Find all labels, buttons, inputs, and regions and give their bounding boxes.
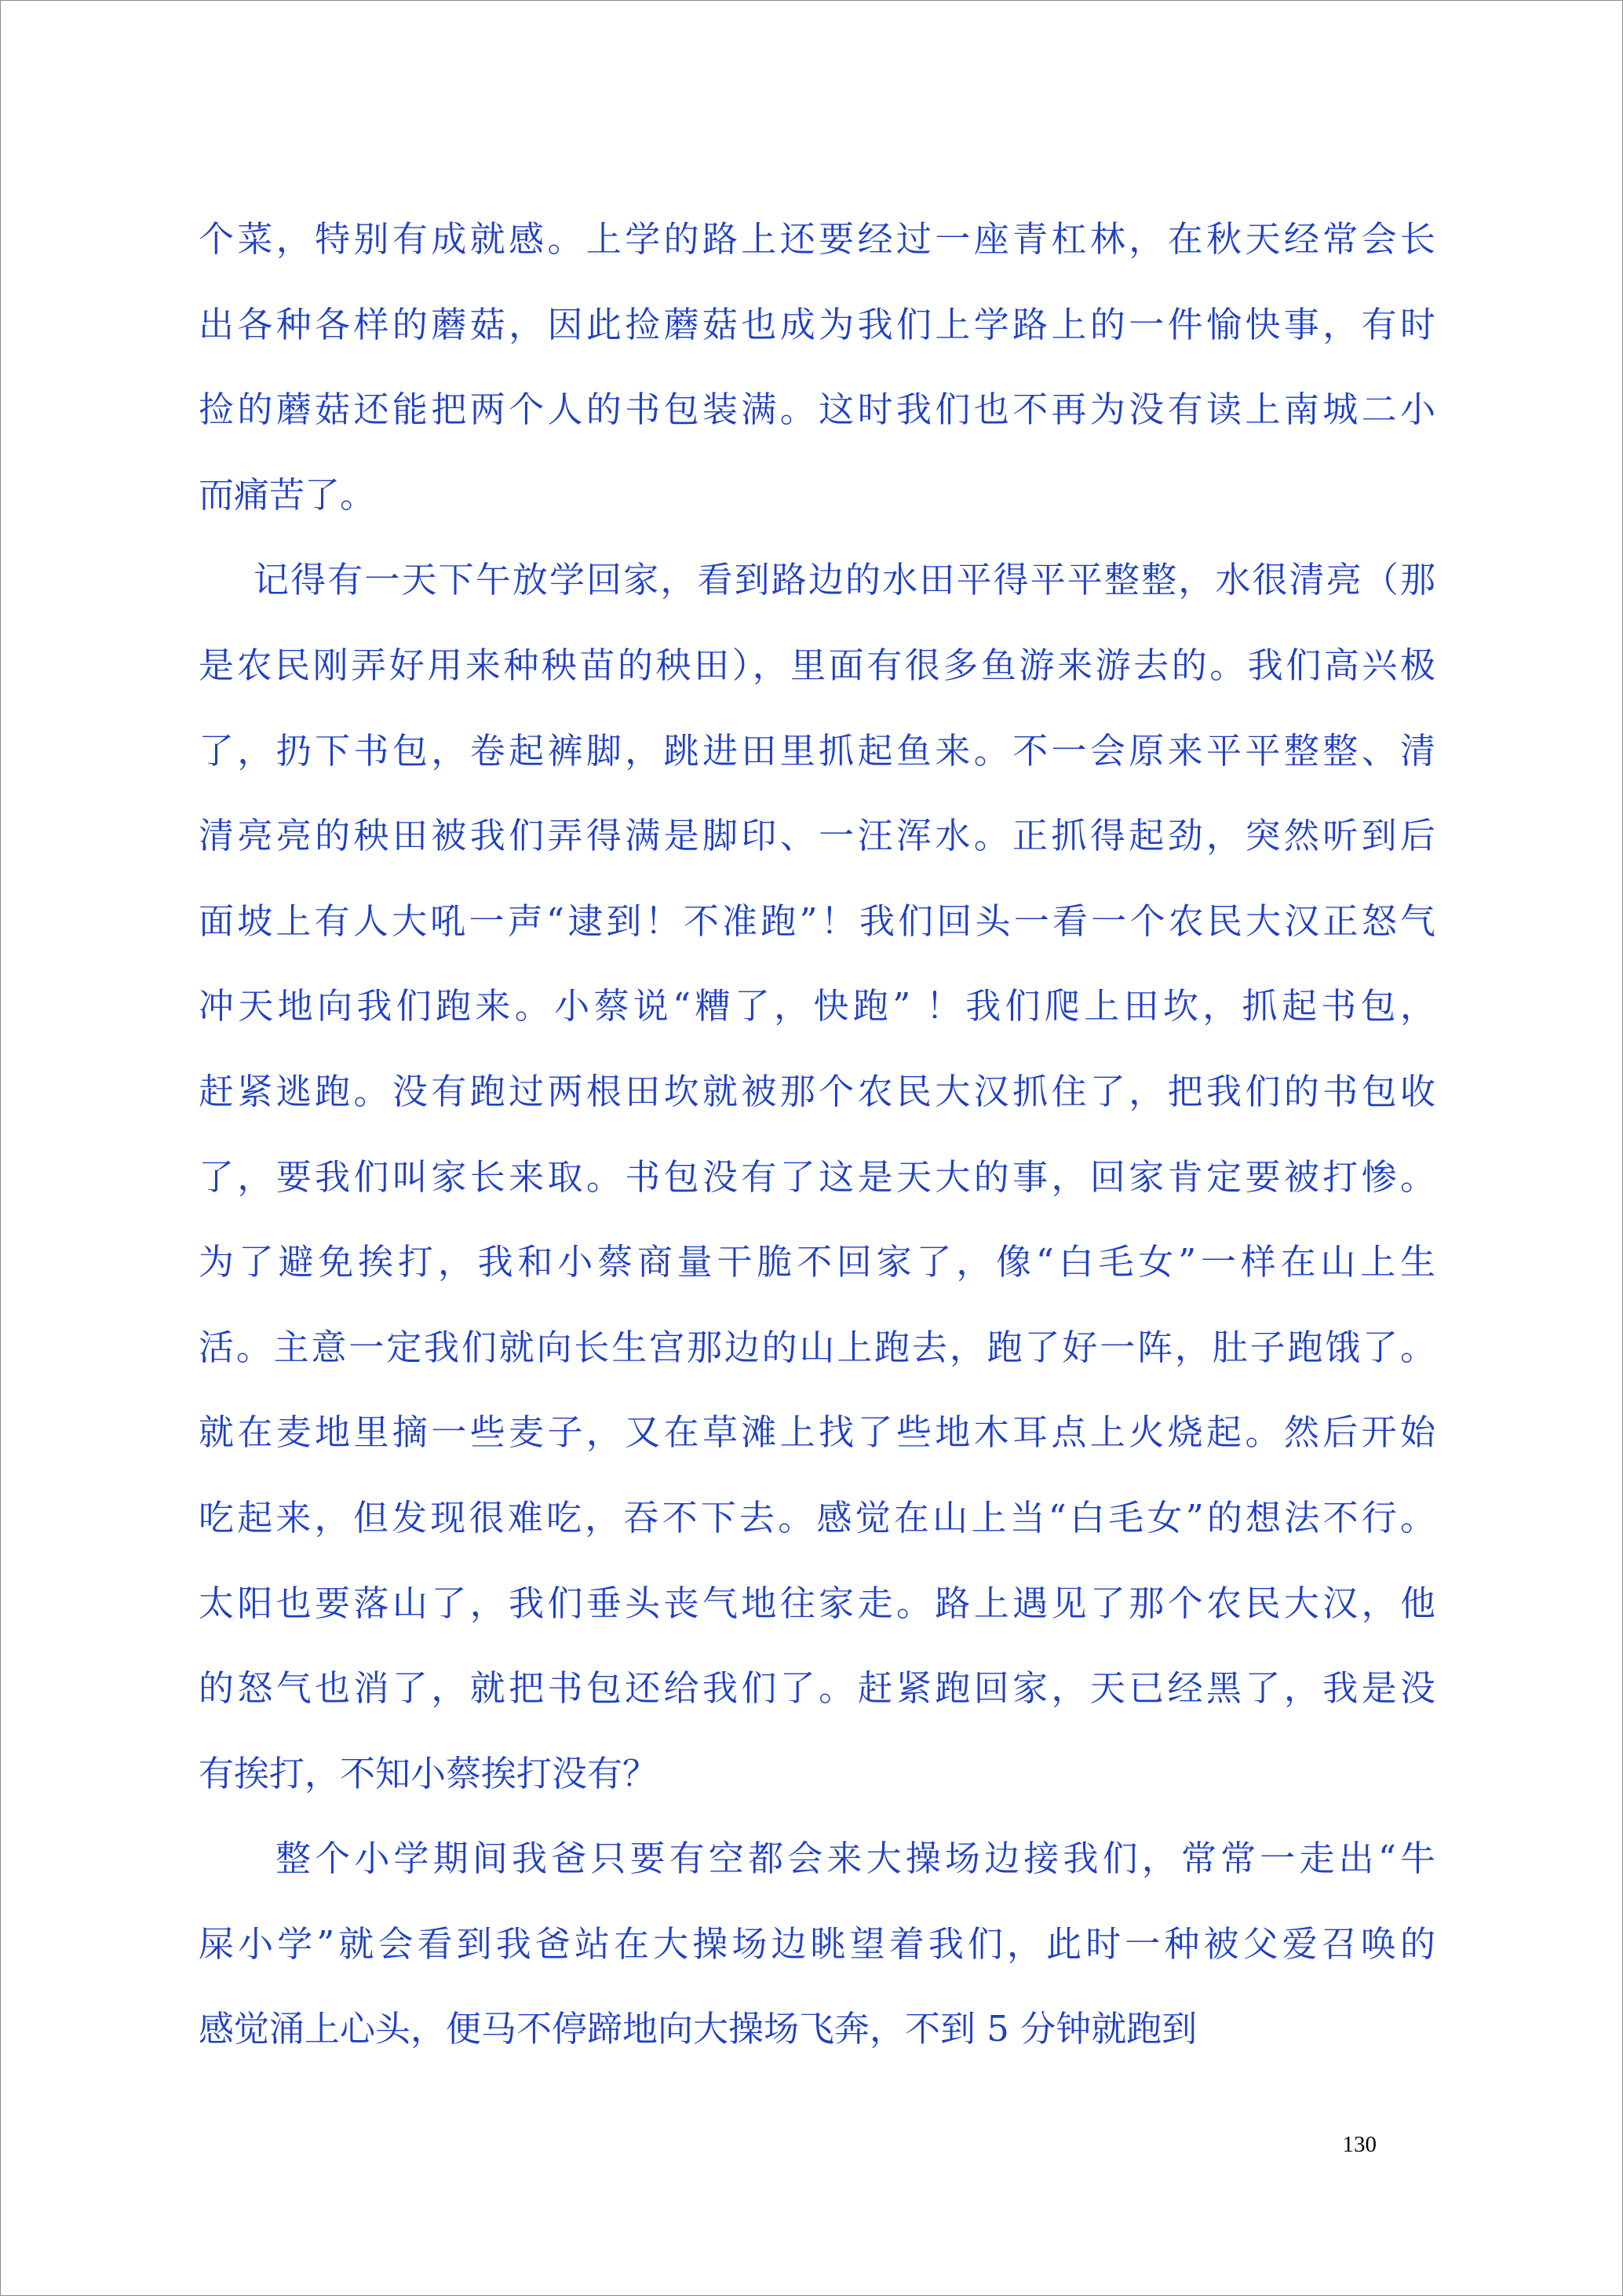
text-line: 屎小学”就会看到我爸站在大操场边眺望着我们，此时一种被父爱召唤的 [199, 1922, 1435, 1965]
text-line: 捡的蘑菇还能把两个人的书包装满。这时我们也不再为没有读上南城二小 [199, 389, 1435, 431]
page-number: 130 [1342, 2132, 1377, 2157]
text-line: 的怒气也消了，就把书包还给我们了。赶紧跑回家，天已经黑了，我是没 [199, 1667, 1435, 1710]
text-line: 是农民刚弄好用来种秧苗的秧田），里面有很多鱼游来游去的。我们高兴极 [199, 644, 1435, 686]
text-line: 了，扔下书包，卷起裤脚，跳进田里抓起鱼来。不一会原来平平整整、清 [199, 729, 1435, 772]
text-line: 活。主意一定我们就向长生宫那边的山上跑去，跑了好一阵，肚子跑饿了。 [199, 1326, 1435, 1368]
text-line: 面坡上有人大吼一声“逮到！不准跑”！我们回头一看一个农民大汉正怒气 [199, 900, 1435, 942]
text-line: 就在麦地里摘一些麦子，又在草滩上找了些地木耳点上火烧起。然后开始 [199, 1411, 1435, 1454]
text-line: 了，要我们叫家长来取。书包没有了这是天大的事，回家肯定要被打惨。 [199, 1155, 1435, 1198]
body-text [199, 211, 1435, 2086]
text-line: 为了避免挨打，我和小蔡商量干脆不回家了，像“白毛女”一样在山上生 [199, 1241, 1435, 1283]
text-line: 太阳也要落山了，我们垂头丧气地往家走。路上遇见了那个农民大汉，他 [199, 1582, 1435, 1624]
text-line: 感觉涌上心头，便马不停蹄地向大操场飞奔，不到 5 分钟就跑到 [199, 2008, 1198, 2050]
text-line: 吃起来，但发现很难吃，吞不下去。感觉在山上当“白毛女”的想法不行。 [199, 1496, 1435, 1539]
text-line: 冲天地向我们跑来。小蔡说“糟了，快跑” ！我们爬上田坎，抓起书包， [199, 985, 1435, 1028]
text-line: 个菜，特别有成就感。上学的路上还要经过一座青杠林，在秋天经常会长 [199, 218, 1435, 260]
text-line: 赶紧逃跑。没有跑过两根田坎就被那个农民大汉抓住了，把我们的书包收 [199, 1070, 1435, 1112]
text-line: 清亮亮的秧田被我们弄得满是脚印、一汪浑水。正抓得起劲，突然听到后 [199, 815, 1435, 857]
text-line: 出各种各样的蘑菇，因此捡蘑菇也成为我们上学路上的一件愉快事，有时 [199, 303, 1435, 345]
text-line: 记得有一天下午放学回家，看到路边的水田平得平平整整，水很清亮（那 [253, 559, 1435, 601]
text-line: 整个小学期间我爸只要有空都会来大操场边接我们，常常一走出“牛 [275, 1838, 1435, 1880]
text-line: 有挨打，不知小蔡挨打没有？ [199, 1752, 658, 1794]
text-line: 而痛苦了。 [199, 473, 376, 516]
